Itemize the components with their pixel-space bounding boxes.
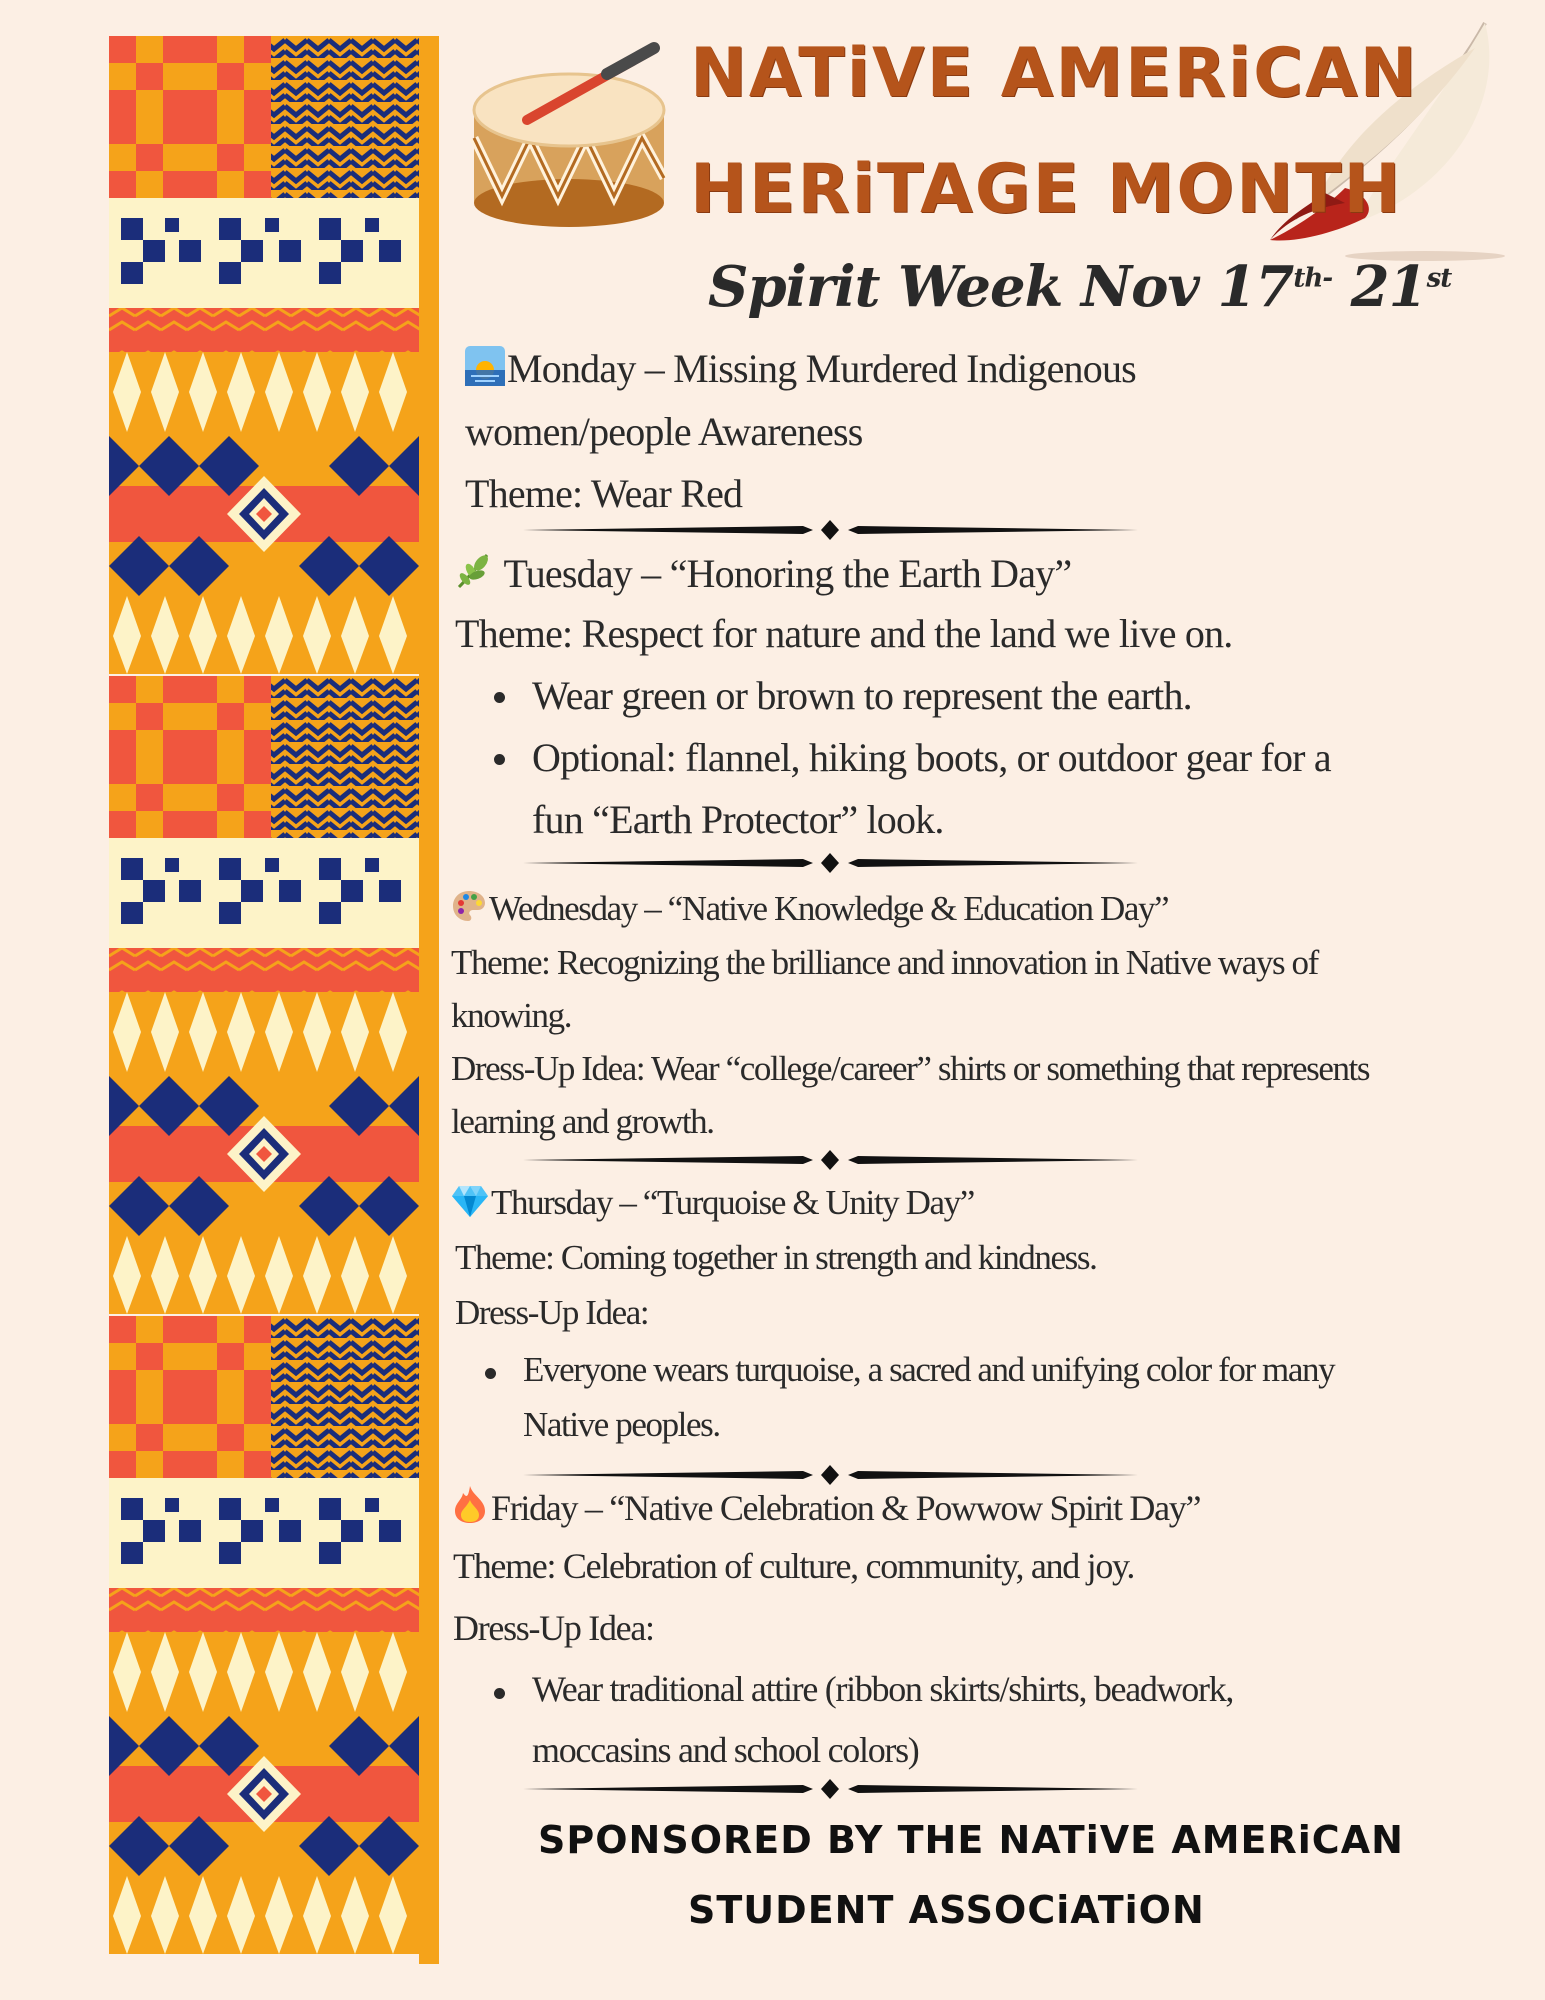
subtitle-text: Spirit Week Nov 17: [708, 254, 1294, 320]
monday-heading-line2: women/people Awareness: [465, 409, 863, 454]
wednesday-theme-cont: knowing.: [451, 996, 572, 1035]
decorative-border: [109, 36, 439, 1964]
subtitle-superscript-2: st: [1426, 263, 1452, 294]
thursday-bullet-cont: Native peoples.: [523, 1405, 720, 1444]
tuesday-heading: [453, 550, 1071, 597]
section-divider: [523, 1779, 1138, 1799]
wednesday-idea-cont: learning and growth.: [451, 1102, 714, 1141]
friday-theme: Theme: Celebration of culture, community, and joy.: [453, 1546, 1135, 1586]
monday-heading: [465, 345, 1136, 392]
wednesday-heading: [451, 888, 1168, 929]
fire-icon: [451, 1484, 489, 1524]
sponsor-line-2: STUDENT ASSOCiATiON: [688, 1888, 1205, 1932]
friday-bullet: Wear traditional attire (ribbon skirts/shirts, beadwork,: [532, 1669, 1234, 1709]
page-title-line2: HERiTAGE MONTH: [690, 150, 1403, 229]
thursday-bullet: Everyone wears turquoise, a sacred and unifying color for many: [523, 1350, 1335, 1389]
section-divider: [523, 1465, 1138, 1485]
sponsor-line-1: SPONSORED BY THE NATiVE AMERiCAN: [538, 1818, 1404, 1862]
thursday-heading: [451, 1183, 974, 1223]
thursday-theme: Theme: Coming together in strength and kindness.: [455, 1238, 1097, 1277]
subtitle-superscript-1: th-: [1293, 263, 1333, 294]
tuesday-bullet-2-cont: fun “Earth Protector” look.: [532, 797, 944, 842]
palette-icon: [451, 888, 487, 924]
tuesday-heading-text: Tuesday – “Honoring the Earth Day”: [495, 551, 1072, 596]
friday-heading-text: Friday – “Native Celebration & Powwow Spirit Day”: [491, 1488, 1201, 1528]
herb-icon: [453, 551, 493, 591]
monday-theme: Theme: Wear Red: [465, 471, 743, 516]
section-divider: [523, 520, 1138, 540]
gem-icon: [451, 1184, 489, 1218]
wednesday-idea: Dress-Up Idea: Wear “college/career” shirts or something that represents: [451, 1049, 1370, 1088]
page-title-line1: NATiVE AMERiCAN: [690, 34, 1419, 113]
thursday-idea-label: Dress-Up Idea:: [455, 1293, 649, 1332]
tuesday-bullet-1: Wear green or brown to represent the earth.: [532, 673, 1192, 718]
wednesday-theme: Theme: Recognizing the brilliance and innovation in Native ways of: [451, 943, 1318, 982]
friday-idea-label: Dress-Up Idea:: [453, 1608, 654, 1648]
tuesday-bullet-2: Optional: flannel, hiking boots, or outdoor gear for a: [532, 735, 1331, 780]
sunrise-icon: [465, 346, 505, 386]
friday-bullet-cont: moccasins and school colors): [532, 1730, 919, 1770]
page-subtitle: [708, 254, 1451, 320]
tuesday-theme: Theme: Respect for nature and the land we live on.: [455, 611, 1233, 656]
subtitle-end-date: 21: [1332, 254, 1427, 320]
section-divider: [523, 853, 1138, 873]
drum-icon: [462, 38, 677, 233]
thursday-heading-text: Thursday – “Turquoise & Unity Day”: [491, 1183, 974, 1222]
monday-heading-text: Monday – Missing Murdered Indigenous: [507, 346, 1136, 391]
friday-heading: [451, 1484, 1200, 1529]
wednesday-heading-text: Wednesday – “Native Knowledge & Education Day”: [489, 889, 1169, 928]
section-divider: [523, 1150, 1138, 1170]
